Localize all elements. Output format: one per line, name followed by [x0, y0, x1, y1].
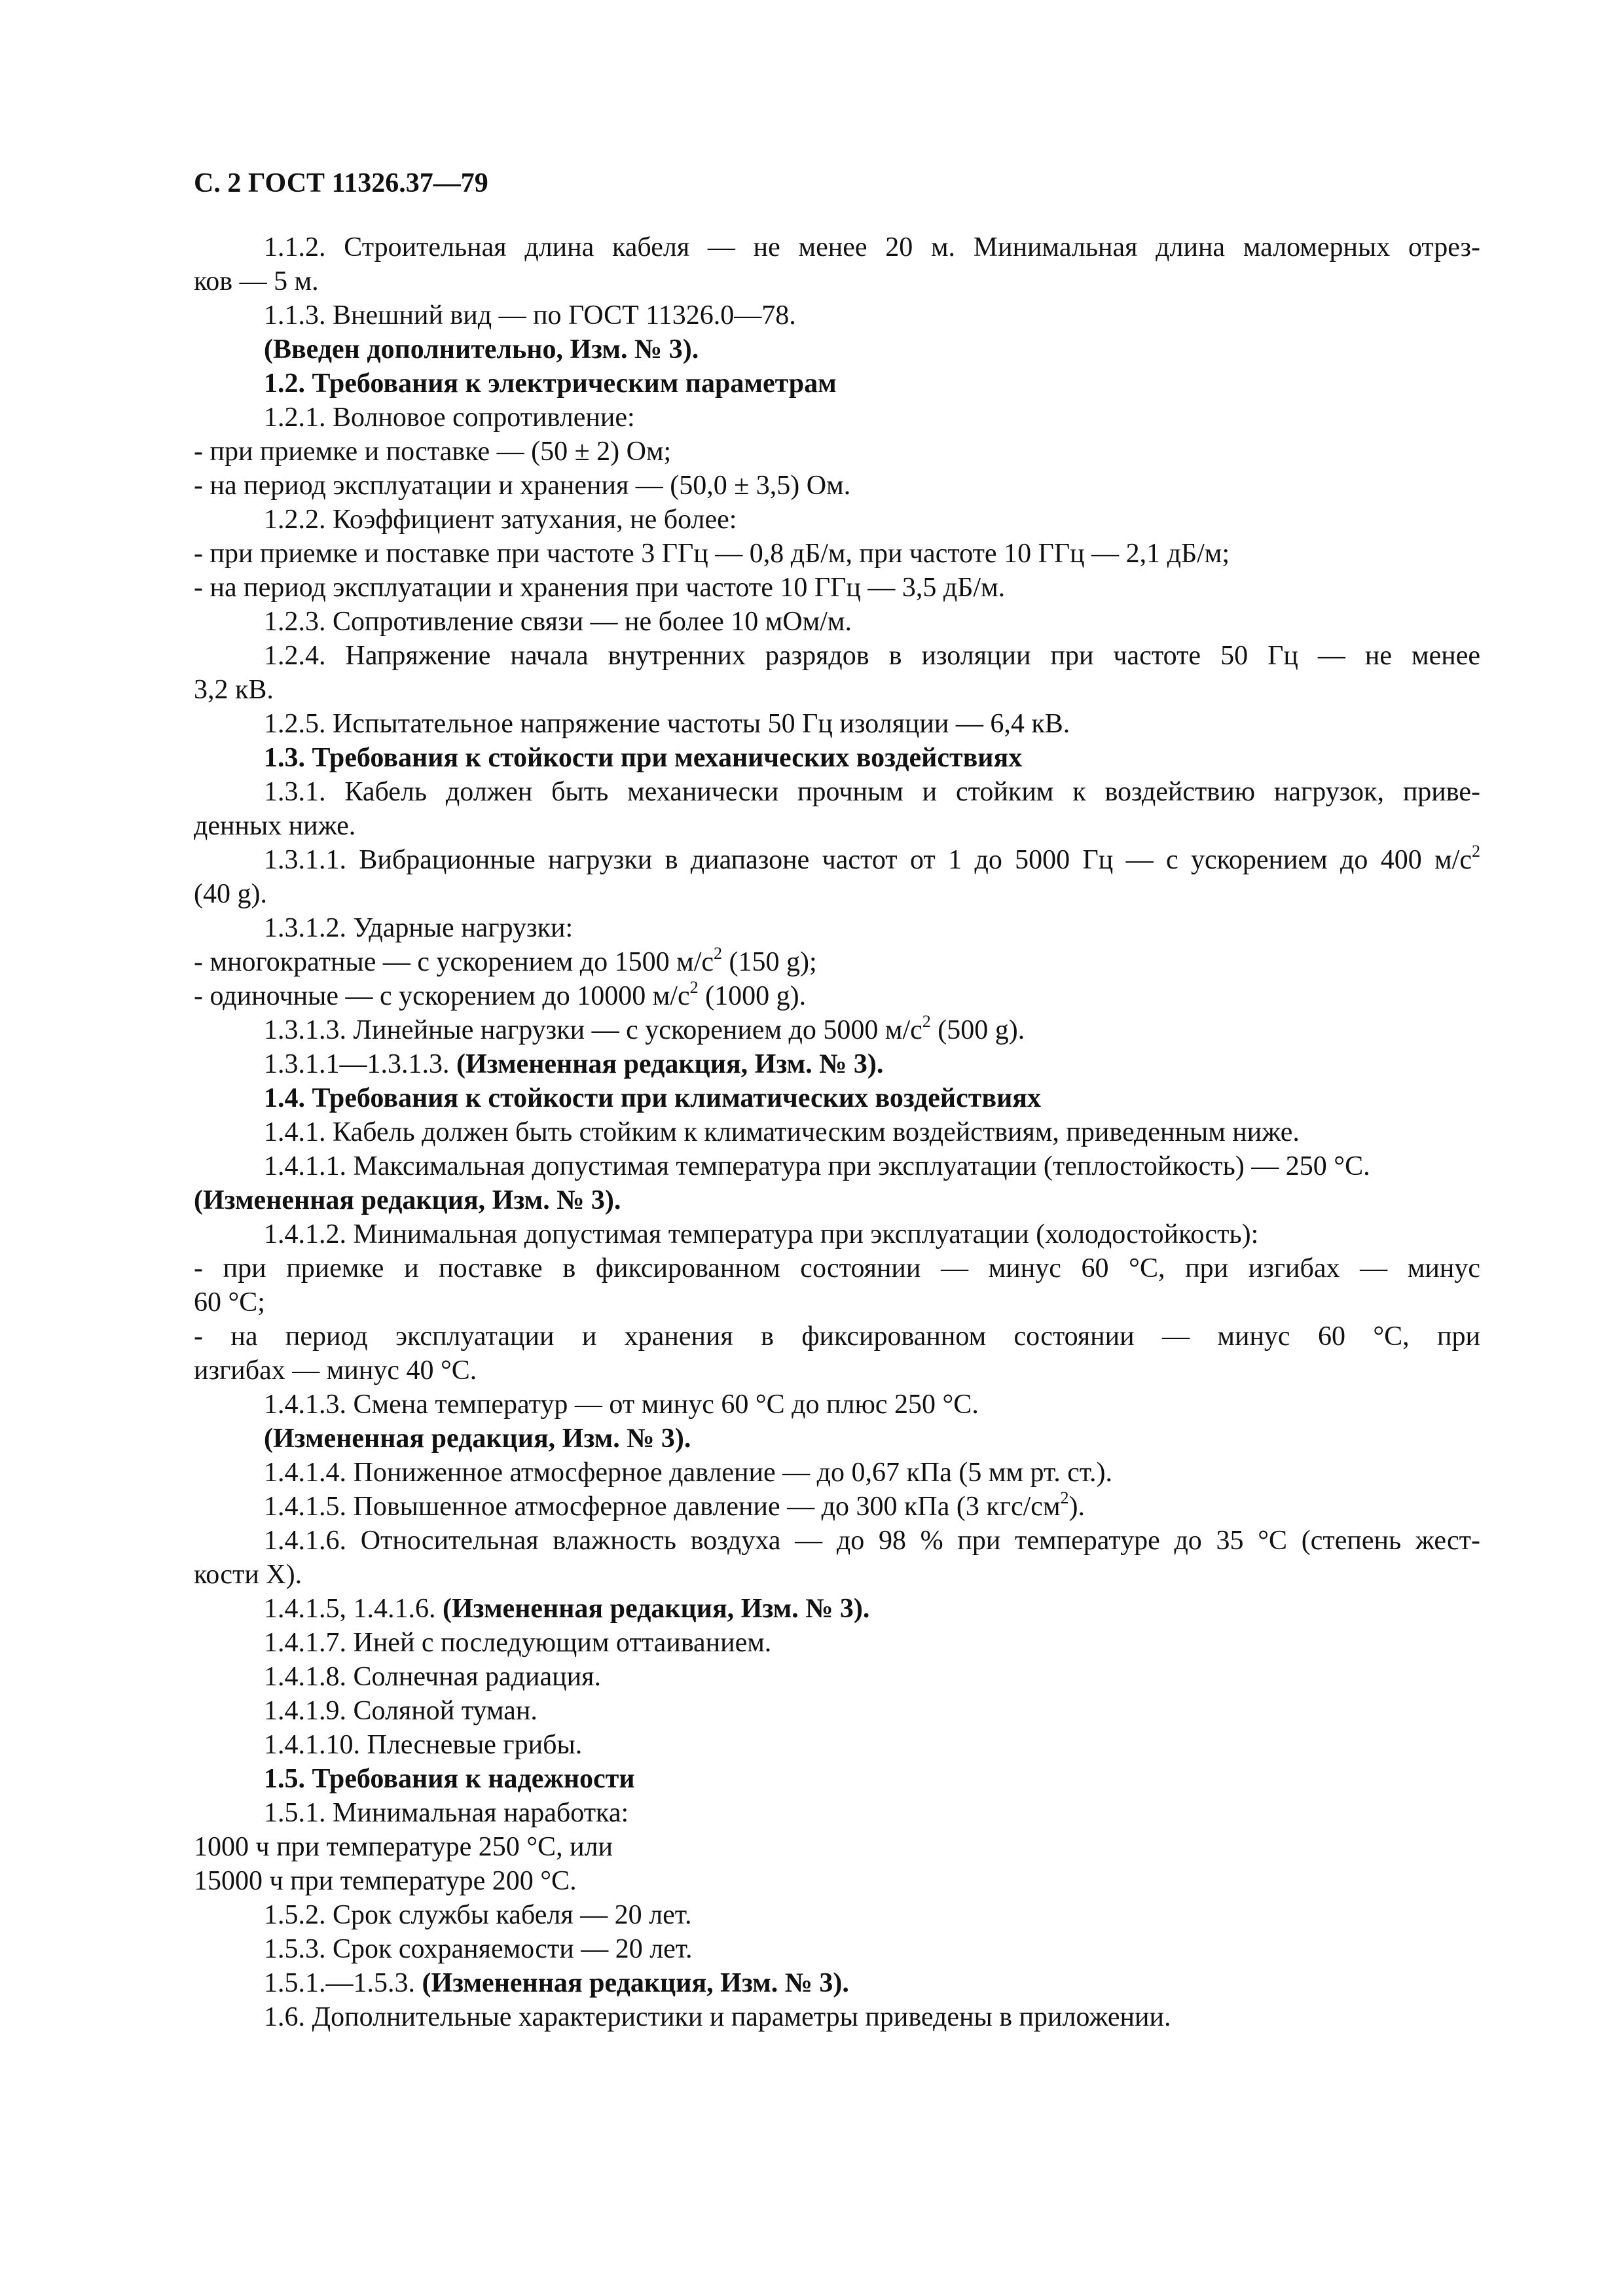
- text-line: 1.5.2. Срок службы кабеля — 20 лет.: [264, 1900, 692, 1930]
- text-line: 1.1.3. Внешний вид — по ГОСТ 11326.0—78.: [264, 300, 796, 331]
- text-line: 1.2.2. Коэффициент затухания, не более:: [264, 505, 737, 535]
- superscript: 2: [1472, 842, 1480, 861]
- text-line: 1.2.3. Сопротивление связи — не более 10 мОм/м.: [264, 607, 852, 637]
- text-line: 1.4.1.7. Иней с последующим оттаиванием.: [264, 1628, 772, 1658]
- text-line: 1000 ч при температуре 250 °С, или: [194, 1832, 613, 1862]
- text-line: 1.5.3. Срок сохраняемости — 20 лет.: [264, 1934, 693, 1964]
- text-line: 1.1.2. Строительная длина кабеля — не менее 20 м. Минимальная длина маломерных отрез-: [264, 232, 1480, 262]
- text-line: 1.4.1.3. Смена температур — от минус 60 °С до плюс 250 °С.: [264, 1390, 979, 1420]
- amendment-note: (Измененная редакция, Изм. № 3).: [264, 1424, 691, 1454]
- text-line: 1.3.1.1. Вибрационные нагрузки в диапазоне частот от 1 до 5000 Гц — с ускорением до 400 $м/с^2$: [264, 842, 1480, 875]
- text-line: 1.2.5. Испытательное напряжение частоты 50 Гц изоляции — 6,4 кВ.: [264, 709, 1070, 739]
- list-item: - при приемке и поставке в фиксированном состоянии — минус 60 °С, при изгибах — минус: [194, 1253, 1480, 1283]
- text-line: 1.4.1.9. Соляной туман.: [264, 1696, 538, 1726]
- text-line: ков — 5 м.: [194, 266, 319, 296]
- text-line: денных ниже.: [194, 811, 356, 841]
- text-line: 1.4.1.8. Солнечная радиация.: [264, 1662, 601, 1692]
- list-item: - на период эксплуатации и хранения в фиксированном состоянии — минус 60 °С, при: [194, 1321, 1480, 1352]
- text-line: 1.4.1.1. Максимальная допустимая температура при эксплуатации (теплостойкость) — 250 °С.: [264, 1151, 1370, 1181]
- amendment-note: (Введен дополнительно, Изм. № 3).: [264, 334, 699, 365]
- text-line: 60 °С;: [194, 1287, 265, 1318]
- list-item: - при приемке и поставке при частоте 3 ГГц — 0,8 дБ/м, при частоте 10 ГГц — 2,1 дБ/м;: [194, 539, 1230, 569]
- text-line: 1.4.1.5. Повышенное атмосферное давление — до 300 кПа (3 кгс/$см^2$).: [264, 1488, 1085, 1522]
- list-item: - на период эксплуатации и хранения при частоте 10 ГГц — 3,5 дБ/м.: [194, 573, 1006, 603]
- text-line: 1.2.1. Волновое сопротивление:: [264, 403, 635, 433]
- section-heading: 1.5. Требования к надежности: [264, 1764, 635, 1794]
- text-line: 1.4.1.4. Пониженное атмосферное давление — до 0,67 кПа (5 мм рт. ст.).: [264, 1458, 1113, 1488]
- text-line: кости X).: [194, 1560, 302, 1590]
- list-item: - на период эксплуатации и хранения — (50,0 ± 3,5) Ом.: [194, 471, 851, 501]
- text-line: 1.3.1. Кабель должен быть механически прочным и стойким к воздействию нагрузок, приве-: [264, 777, 1480, 807]
- text-line: (40 g).: [194, 879, 267, 909]
- superscript: 2: [1060, 1488, 1069, 1507]
- list-item: - одиночные — с ускорением до 10000 $м/с^2$ (1000 g).: [194, 978, 807, 1011]
- superscript: 2: [922, 1012, 931, 1031]
- superscript: 2: [714, 944, 723, 963]
- amendment-note: 1.5.1.—1.5.3. (Измененная редакция, Изм. № 3).: [264, 1968, 849, 1998]
- list-item: - многократные — с ускорением до 1500 $м/с^2$ (150 g);: [194, 944, 817, 977]
- section-heading: 1.3. Требования к стойкости при механических воздействиях: [264, 743, 1023, 773]
- document-body: [194, 230, 1480, 2034]
- amendment-note: 1.4.1.5, 1.4.1.6. (Измененная редакция, Изм. № 3).: [264, 1594, 870, 1624]
- amendment-note: (Измененная редакция, Изм. № 3).: [194, 1185, 621, 1215]
- text-line: изгибах — минус 40 °С.: [194, 1355, 477, 1386]
- text-line: 1.6. Дополнительные характеристики и параметры приведены в приложении.: [264, 2002, 1171, 2032]
- text-line: 1.4.1.6. Относительная влажность воздуха — до 98 % при температуре до 35 °С (степень жест-: [264, 1526, 1480, 1556]
- text-line: 1.5.1. Минимальная наработка:: [264, 1798, 629, 1828]
- section-heading: 1.2. Требования к электрическим параметрам: [264, 368, 837, 399]
- section-heading: 1.4. Требования к стойкости при климатических воздействиях: [264, 1083, 1041, 1113]
- text-line: 1.4.1.2. Минимальная допустимая температура при эксплуатации (холодостойкость):: [264, 1219, 1259, 1249]
- text-line: 1.3.1.3. Линейные нагрузки — с ускорением до 5000 $м/с^2$ (500 g).: [264, 1012, 1025, 1045]
- amendment-note: 1.3.1.1—1.3.1.3. (Измененная редакция, Изм. № 3).: [264, 1049, 884, 1079]
- superscript: 2: [689, 978, 699, 997]
- text-line: 1.3.1.2. Ударные нагрузки:: [264, 913, 574, 943]
- text-line: 15000 ч при температуре 200 °С.: [194, 1866, 577, 1896]
- list-item: - при приемке и поставке — (50 ± 2) Ом;: [194, 437, 672, 467]
- page-header: С. 2 ГОСТ 11326.37—79: [194, 168, 488, 198]
- text-line: 1.2.4. Напряжение начала внутренних разрядов в изоляции при частоте 50 Гц — не менее: [264, 641, 1480, 671]
- text-line: 1.4.1. Кабель должен быть стойким к климатическим воздействиям, приведенным ниже.: [264, 1117, 1300, 1147]
- text-line: 1.4.1.10. Плесневые грибы.: [264, 1730, 583, 1760]
- text-line: 3,2 кВ.: [194, 675, 274, 705]
